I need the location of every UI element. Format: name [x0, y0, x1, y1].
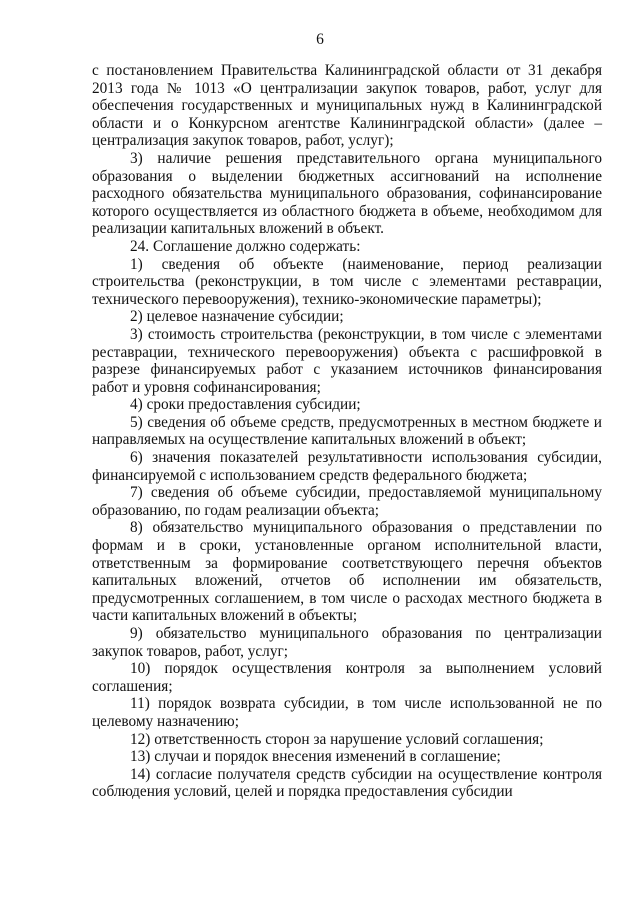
list-item-6: 6) значения показателей результативности использования субсидии, финансируемой с использованием средств федерального бюджета; [92, 449, 602, 484]
list-item-13: 13) случаи и порядок внесения изменений в соглашение; [130, 748, 501, 766]
list-item-14: 14) согласие получателя средств субсидии на осуществление контроля соблюдения условий, целей и порядка предоставления субсидии [92, 765, 602, 801]
page-number: 6 [316, 31, 324, 48]
list-item-11: 11) порядок возврата субсидии, в том числе использованной не по целевому назначению; [92, 695, 602, 730]
paragraph-item-3-decision: 3) наличие решения представительного органа муниципального образования о выделении бюджетных ассигнований на исполнение расходного обязательства муниципального образования, софинансирование которого осуществляется из областного бюджета в объеме, необходимом для реализации капитальных вложений в объект. [92, 149, 602, 238]
list-item-5: 5) сведения об объеме средств, предусмотренных в местном бюджете и направляемых на осуществление капитальных вложений в объект; [92, 413, 602, 449]
list-item-12: 12) ответственность сторон за нарушение условий соглашения; [130, 730, 544, 748]
list-item-9: 9) обязательство муниципального образования по централизации закупок товаров, работ, услуг; [92, 625, 602, 660]
list-item-7: 7) сведения об объеме субсидии, предоставляемой муниципальному образованию, по годам реализации объекта; [92, 484, 602, 519]
paragraph-continuation: с постановлением Правительства Калининградской области от 31 декабря 2013 года № 1013 «О централизации закупок товаров, работ, услуг для обеспечения государственных и муниципальных нужд в Калининградской области и о Конкурсном агентстве Калининградской области» (далее – централизация закупок товаров, работ, услуг); [92, 62, 602, 150]
list-item-8: 8) обязательство муниципального образования о представлении по формам и в сроки, установленные органом исполнительной власти, ответственным за формирование соответствующего перечня объектов капитальных вложений, отчетов об исполнении им обязательств, предусмотренных соглашением, в том числе о расходах местного бюджета в части капитальных вложений в объекты; [92, 519, 602, 625]
list-item-3: 3) стоимость строительства (реконструкции, в том числе с элементами реставрации, технического перевооружения) объекта с расшифровкой в разрезе финансируемых работ с указанием источников финансирования работ и уровня софинансирования; [92, 325, 602, 396]
list-item-4: 4) сроки предоставления субсидии; [130, 396, 361, 414]
paragraph-section-24: 24. Соглашение должно содержать: [130, 237, 361, 255]
list-item-1: 1) сведения об объекте (наименование, период реализации строительства (реконструкции, в том числе с элементами реставрации, технического перевооружения), технико-экономические параметры); [92, 255, 602, 308]
document-body [92, 62, 602, 801]
list-item-10: 10) порядок осуществления контроля за выполнением условий соглашения; [92, 660, 602, 695]
list-item-2: 2) целевое назначение субсидии; [130, 308, 344, 326]
